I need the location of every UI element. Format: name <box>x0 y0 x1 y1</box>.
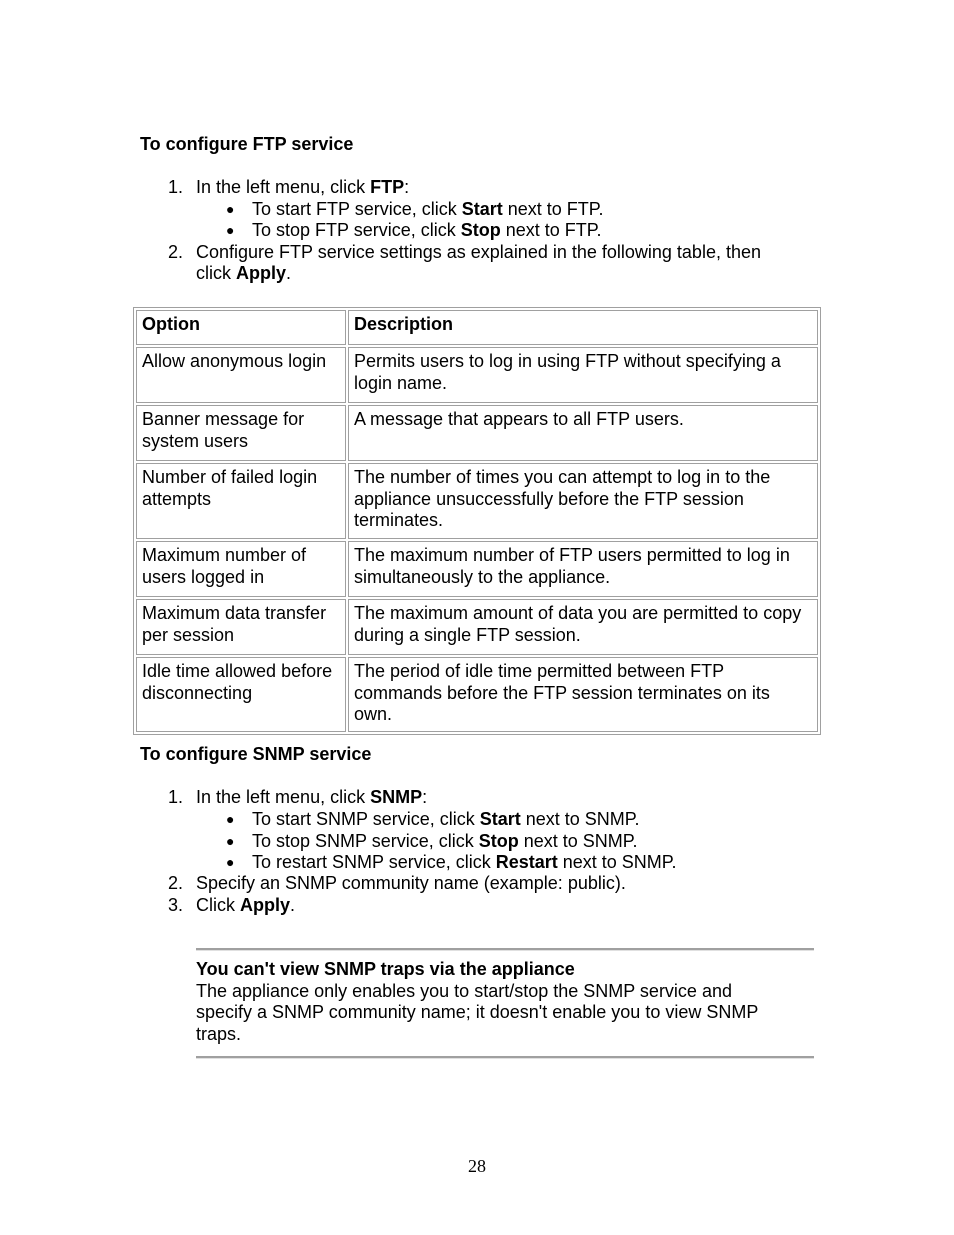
snmp-step1-number: 1. <box>168 787 184 807</box>
table-row <box>136 347 818 403</box>
snmp-step2-number: 2. <box>168 873 184 893</box>
table-row <box>136 657 818 732</box>
table-cell-description: The maximum amount of data you are permitted to copy during a single FTP session. <box>348 599 818 655</box>
table-cell-option: Maximum data transfer per session <box>136 599 346 655</box>
note-body-line: traps. <box>196 1024 242 1044</box>
note-body-line: The appliance only enables you to start/stop the SNMP service and <box>196 981 732 1001</box>
ftp-step2-line1: Configure FTP service settings as explained in the following table, then <box>196 242 761 262</box>
ftp-bullet-stop: To stop FTP service, click Stop next to FTP. <box>252 220 602 240</box>
table-header-description: Description <box>348 310 818 345</box>
ftp-options-table <box>133 307 821 735</box>
table-row <box>136 541 818 597</box>
table-cell-option: Number of failed login attempts <box>136 463 346 539</box>
snmp-step2: Specify an SNMP community name (example: public). <box>196 873 626 893</box>
page-number: 28 <box>468 1156 486 1176</box>
snmp-step3: Click Apply. <box>196 895 296 915</box>
table-cell-description: The number of times you can attempt to log in to the appliance unsuccessfully before the FTP session terminates. <box>348 463 818 539</box>
table-cell-option: Maximum number of users logged in <box>136 541 346 597</box>
bullet-icon: ● <box>226 222 235 238</box>
table-row <box>136 599 818 655</box>
snmp-step3-number: 3. <box>168 895 184 915</box>
table-header-option: Option <box>136 310 346 345</box>
snmp-step1: In the left menu, click SNMP: <box>196 787 428 807</box>
note-title: You can't view SNMP traps via the appliance <box>196 959 575 979</box>
bullet-icon: ● <box>226 811 235 827</box>
note-bottom-divider <box>196 1056 814 1059</box>
bullet-icon: ● <box>226 854 235 870</box>
table-row <box>136 463 818 539</box>
snmp-heading: To configure SNMP service <box>140 744 372 764</box>
ftp-step2-line2: click Apply. <box>196 263 292 283</box>
ftp-bullet-start: To start FTP service, click Start next to FTP. <box>252 199 604 219</box>
bullet-icon: ● <box>226 833 235 849</box>
snmp-bullet-start: To start SNMP service, click Start next to SNMP. <box>252 809 640 829</box>
bullet-icon: ● <box>226 201 235 217</box>
table-cell-description: The period of idle time permitted between FTP commands before the FTP session terminates on its own. <box>348 657 818 732</box>
table-cell-description: A message that appears to all FTP users. <box>348 405 818 461</box>
note-body-line: specify a SNMP community name; it doesn't enable you to view SNMP <box>196 1002 759 1022</box>
table-cell-option: Allow anonymous login <box>136 347 346 403</box>
ftp-step1: In the left menu, click FTP: <box>196 177 410 197</box>
table-header-row <box>136 310 818 345</box>
note-top-divider <box>196 948 814 951</box>
table-row <box>136 405 818 461</box>
table-cell-description: The maximum number of FTP users permitted to log in simultaneously to the appliance. <box>348 541 818 597</box>
table-cell-option: Idle time allowed before disconnecting <box>136 657 346 732</box>
ftp-step2-number: 2. <box>168 242 184 262</box>
snmp-bullet-restart: To restart SNMP service, click Restart next to SNMP. <box>252 852 677 872</box>
table-cell-option: Banner message for system users <box>136 405 346 461</box>
table-cell-description: Permits users to log in using FTP without specifying a login name. <box>348 347 818 403</box>
ftp-heading: To configure FTP service <box>140 134 354 154</box>
snmp-bullet-stop: To stop SNMP service, click Stop next to SNMP. <box>252 831 638 851</box>
ftp-step1-number: 1. <box>168 177 184 197</box>
